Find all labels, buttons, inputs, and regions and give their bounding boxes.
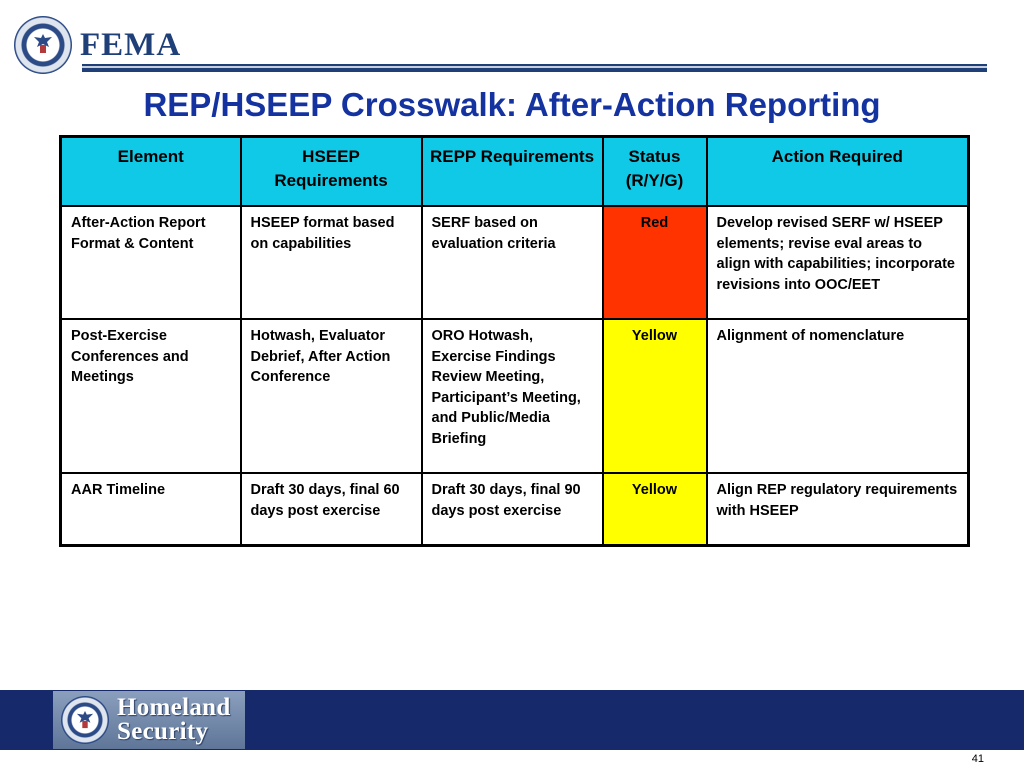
cell-element: Post-Exercise Conferences and Meetings: [61, 319, 241, 473]
header-hseep: HSEEP Requirements: [241, 137, 422, 207]
cell-repp: SERF based on evaluation criteria: [422, 206, 603, 319]
header-action: Action Required: [707, 137, 969, 207]
cell-element: AAR Timeline: [61, 473, 241, 545]
logo-line-1: Homeland: [117, 694, 231, 721]
homeland-security-logo: [53, 691, 245, 749]
cell-action: Align REP regulatory requirements with HSEEP: [707, 473, 969, 545]
status-badge: Red: [603, 206, 707, 319]
table-row: [61, 473, 969, 545]
eagle-icon: [33, 33, 53, 55]
logo-line-2: Security: [117, 718, 209, 745]
header-status: Status (R/Y/G): [603, 137, 707, 207]
cell-hseep: HSEEP format based on capabilities: [241, 206, 422, 319]
homeland-security-wordmark: [117, 696, 231, 744]
status-badge: Yellow: [603, 473, 707, 545]
status-badge: Yellow: [603, 319, 707, 473]
header-divider: [82, 64, 987, 72]
cell-hseep: Hotwash, Evaluator Debrief, After Action Conference: [241, 319, 422, 473]
table-row: [61, 319, 969, 473]
table-header-row: [61, 137, 969, 207]
dhs-seal-icon: [14, 16, 72, 74]
cell-action: Alignment of nomenclature: [707, 319, 969, 473]
dhs-seal-icon: [61, 696, 109, 744]
page-number: 41: [971, 753, 984, 765]
header-repp: REPP Requirements: [422, 137, 603, 207]
header-element: Element: [61, 137, 241, 207]
cell-element: After-Action Report Format & Content: [61, 206, 241, 319]
slide-title: REP/HSEEP Crosswalk: After-Action Reporting: [143, 86, 881, 123]
agency-name: FEMA: [80, 26, 182, 63]
cell-action: Develop revised SERF w/ HSEEP elements; revise eval areas to align with capabilities; incorporate revisions into OOC/EET: [707, 206, 969, 319]
cell-repp: ORO Hotwash, Exercise Findings Review Meeting, Participant’s Meeting, and Public/Media Briefing: [422, 319, 603, 473]
crosswalk-table: [59, 135, 970, 547]
cell-hseep: Draft 30 days, final 60 days post exercise: [241, 473, 422, 545]
table-row: [61, 206, 969, 319]
cell-repp: Draft 30 days, final 90 days post exercise: [422, 473, 603, 545]
eagle-icon: [76, 710, 94, 730]
